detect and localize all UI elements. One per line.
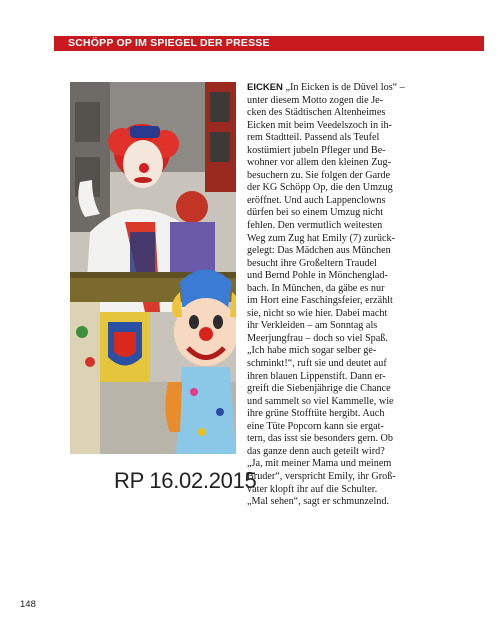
article-line: im Hort eine Faschingsfeier, erzählt	[247, 295, 393, 307]
page-title: SCHÖPP OP IM SPIEGEL DER PRESSE	[68, 37, 270, 49]
article-line: ihren blauen Lippenstift. Dann er-	[247, 370, 386, 382]
article-line: und sammelt so viel Kammelle, wie	[247, 395, 394, 407]
article-text	[247, 82, 435, 509]
article-line: rem Stadtteil. Passend als Teufel	[247, 132, 380, 144]
article-line: das ganze denn auch geteilt wird?	[247, 445, 385, 457]
article-line: wohner vor allem den kleinen Zug-	[247, 157, 391, 169]
article-line: kostümiert jubeln Pfleger und Be-	[247, 144, 386, 156]
article-line: ihr Verkleiden – am Sonntag als	[247, 320, 378, 332]
article-line: „Ja, mit meiner Mama und meinem	[247, 458, 392, 470]
article-line: besuchern zu. Sie folgen der Garde	[247, 169, 391, 181]
article-line: ihre grüne Stofftüte hergibt. Auch	[247, 408, 385, 420]
article-line: Meerjungfrau – doch so viel Spaß.	[247, 332, 388, 344]
source-citation: RP 16.02.2015	[114, 468, 257, 493]
article-line: und Bernd Pohle in Mönchenglad-	[247, 270, 388, 282]
article-line: „Ich habe mich sogar selber ge-	[247, 345, 377, 357]
article-line: Weg zum Zug hat Emily (7) zurück-	[247, 232, 395, 244]
article-line: Bruder“, verspricht Emily, ihr Groß-	[247, 470, 396, 482]
article-line: unter diesem Motto zogen die Je-	[247, 94, 384, 106]
article-line: EICKEN „In Eicken is de Düvel los“ –	[247, 82, 405, 93]
article-line: eine Tüte Popcorn kann sie ergat-	[247, 420, 384, 432]
page-number: 148	[20, 599, 36, 610]
article-line: greift die Siebenjährige die Chance	[247, 383, 391, 395]
carnival-photo	[70, 82, 236, 454]
article-line: eröffnet. Und auch Lappenclowns	[247, 194, 386, 206]
article-line: tern, das isst sie besonders gern. Ob	[247, 433, 393, 445]
article-line: schminkt!“, ruft sie und deutet auf	[247, 358, 387, 370]
article-line: vater klopft ihr auf die Schulter.	[247, 483, 378, 495]
article-line: besucht ihre Großeltern Traudel	[247, 257, 377, 269]
article-kicker: EICKEN	[247, 82, 283, 93]
article-line: der KG Schöpp Op, die den Umzug	[247, 182, 393, 194]
article-line: gelegt: Das Mädchen aus München	[247, 245, 391, 257]
article-line: bach. In München, da gäbe es nur	[247, 282, 385, 294]
article-line: „Mal sehen“, sagt er schmunzelnd.	[247, 496, 390, 508]
article-line: fehlen. Den vermutlich weitesten	[247, 220, 383, 232]
article-line: dürfen bei so einem Umzug nicht	[247, 207, 384, 219]
article-line: Eicken mit beim Veedelszoch in ih-	[247, 119, 392, 131]
article-line: cken des Städtischen Altenheimes	[247, 107, 386, 119]
article-line: sie, nicht so wie hier. Dabei macht	[247, 307, 388, 319]
